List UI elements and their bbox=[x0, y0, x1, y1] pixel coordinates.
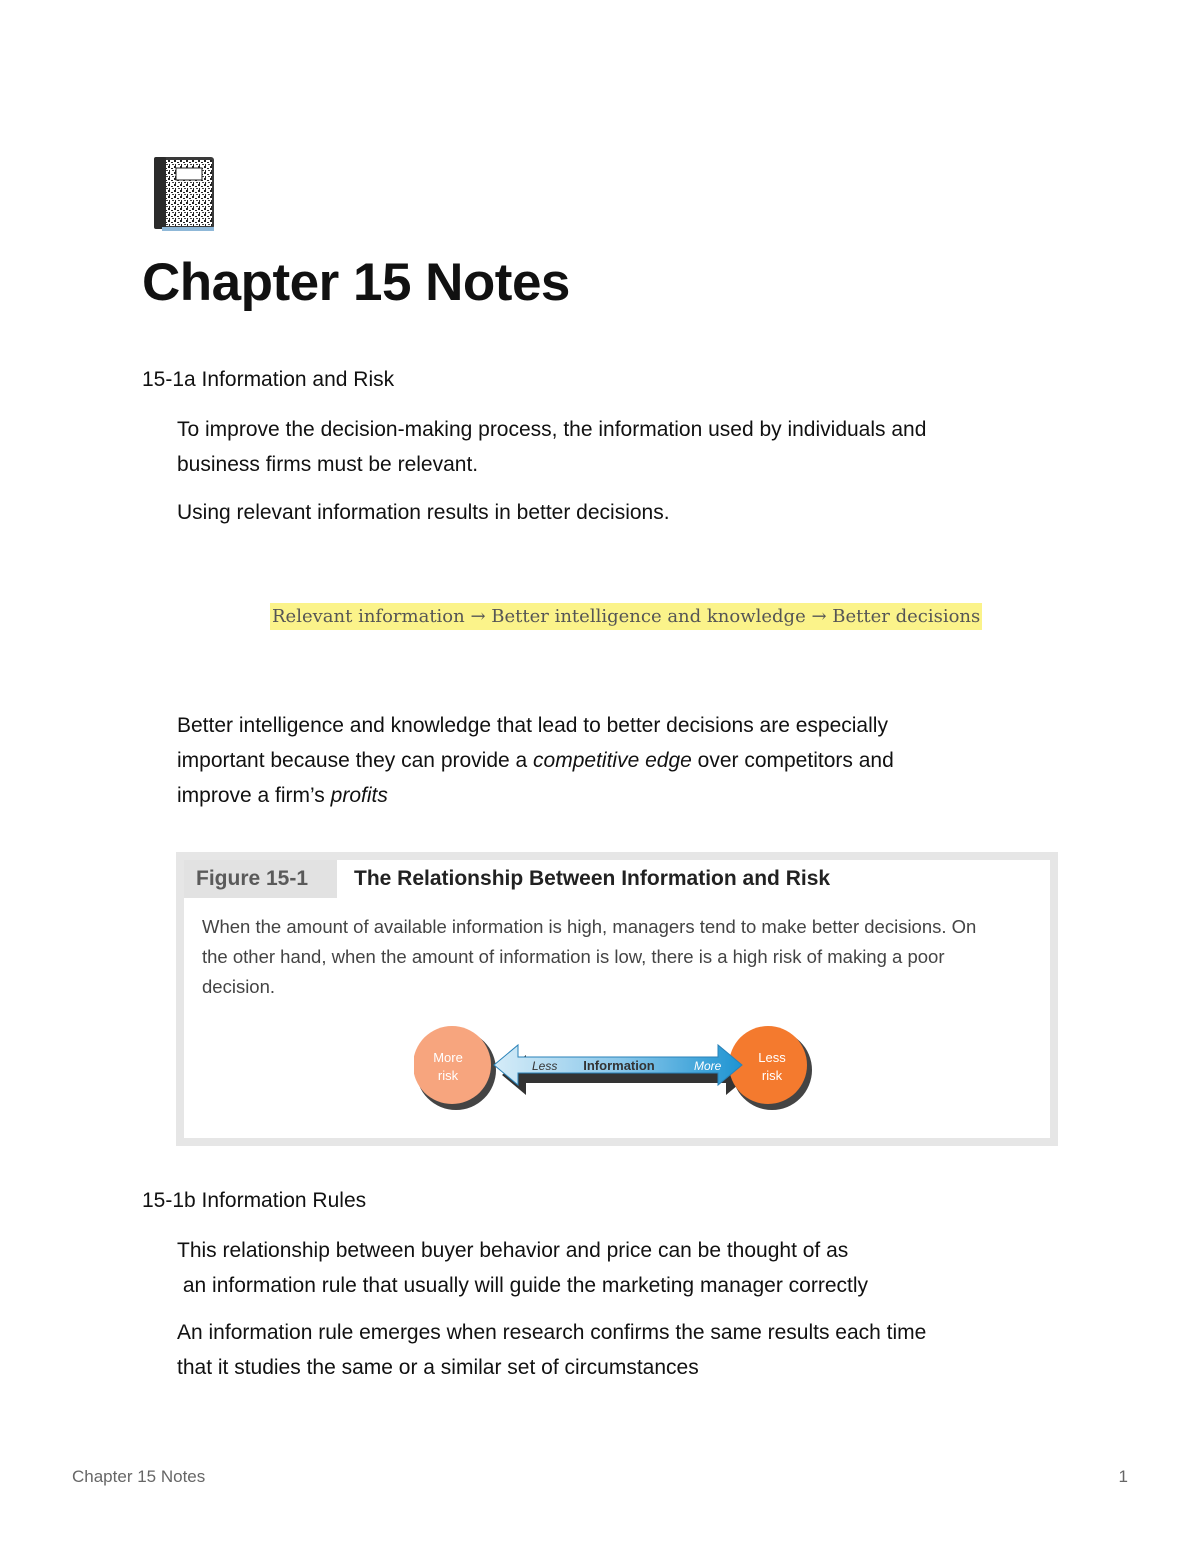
paragraph-line: business firms must be relevant. bbox=[177, 453, 479, 476]
figure-title: The Relationship Between Information and Risk bbox=[354, 867, 831, 890]
section-heading-information-and-risk: 15-1a Information and Risk bbox=[142, 368, 395, 391]
page-number: 1 bbox=[1118, 1467, 1128, 1486]
footer-title: Chapter 15 Notes bbox=[72, 1467, 206, 1486]
caption-line: the other hand, when the amount of information is low, there is a high risk of making a poor bbox=[202, 946, 945, 967]
paragraph bbox=[177, 1315, 1057, 1385]
paragraph-line: Using relevant information results in better decisions. bbox=[177, 501, 670, 524]
paragraph-line: To improve the decision-making process, the information used by individuals and bbox=[177, 418, 927, 441]
arrow-label-information: Information bbox=[583, 1058, 655, 1073]
figure-panel bbox=[184, 860, 1050, 1138]
paragraph bbox=[177, 1233, 1057, 1303]
paragraph bbox=[177, 495, 1057, 530]
caption-line: When the amount of available information is high, managers tend to make better decisions. On bbox=[202, 916, 977, 937]
information-risk-diagram bbox=[414, 1010, 834, 1120]
text-run: improve a firm’s bbox=[177, 784, 331, 807]
arrow-label-more: More bbox=[694, 1059, 722, 1073]
text-run: over competitors and bbox=[691, 749, 894, 772]
paragraph-line bbox=[177, 743, 1057, 778]
paragraph bbox=[177, 708, 1057, 813]
more-risk-circle bbox=[414, 1026, 491, 1104]
left-circle-label-2: risk bbox=[437, 1068, 459, 1083]
paragraph bbox=[177, 412, 1057, 482]
caption-line: decision. bbox=[202, 976, 276, 997]
paragraph-line: an information rule that usually will guide the marketing manager correctly bbox=[177, 1274, 869, 1297]
figure-15-1 bbox=[176, 852, 1058, 1146]
paragraph-line: that it studies the same or a similar set of circumstances bbox=[177, 1356, 699, 1379]
left-circle-label-1: More bbox=[433, 1050, 463, 1065]
arrow-label-less: Less bbox=[532, 1059, 558, 1073]
paragraph-line: Better intelligence and knowledge that lead to better decisions are especially bbox=[177, 714, 888, 737]
page-title: Chapter 15 Notes bbox=[142, 253, 570, 312]
paragraph-line: This relationship between buyer behavior and price can be thought of as bbox=[177, 1239, 849, 1262]
right-circle-label-2: risk bbox=[761, 1068, 783, 1083]
emphasis-profits: profits bbox=[330, 784, 388, 807]
emphasis-competitive-edge: competitive edge bbox=[533, 749, 692, 772]
highlighted-formula: Relevant information → Better intelligence and knowledge → Better decisions bbox=[270, 603, 982, 630]
section-heading-information-rules: 15-1b Information Rules bbox=[142, 1189, 367, 1212]
paragraph-line bbox=[177, 778, 1057, 813]
figure-caption bbox=[202, 912, 1042, 1002]
paragraph-line: An information rule emerges when research confirms the same results each time bbox=[177, 1321, 927, 1344]
right-circle-label-1: Less bbox=[758, 1050, 786, 1065]
text-run: important because they can provide a bbox=[177, 749, 534, 772]
figure-number: Figure 15-1 bbox=[184, 860, 337, 898]
composition-notebook-icon bbox=[150, 154, 218, 232]
